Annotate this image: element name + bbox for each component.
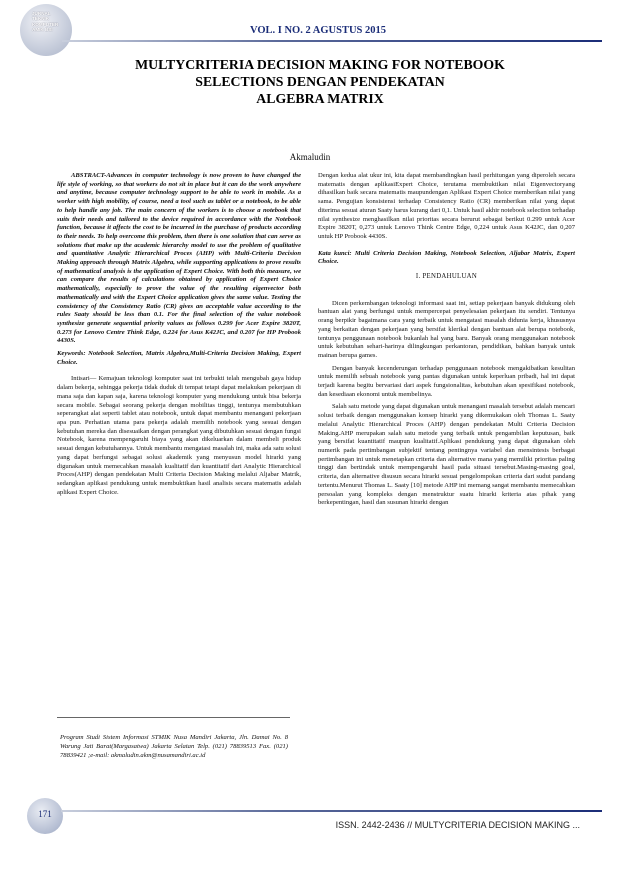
abstract: ABSTRACT-Advances in computer technology is now proven to have changed the life style of working, so that workers do not sit in place but it can do the work anywhere and anytime, because computer technology support to be able to work in mobile. As a worker with high mobility, of course, need a tool such as tablet or a notebook, to be able to help handle any job. The main concern of the workers is to choose a notebook that suits their needs and tailored to the device required in accordance with the Notebook function, because it affects the cost to be incurred in the purchase of products according to their needs. To help overcome this problem, then there is one solution that can serve as solutions that make up the academic hierarchy model to use the problem of qualitative and quantitative Analytic Hierarchical Proces (AHP) with Multi-Criteria Decision Making approach through Matrix Algebra, while supporting applications to prove results of mathematical analysis is the application of Expert Choice. With both this measure, we can compare the results of calculations obtained by application of Expert Choice mathematically, especially to prove the value of the resulting eigenvector both mathematically and with the Expert Choice application gives the same value. Testing the consistency of the Consistency Ratio (CR) gives an acceptable value according to the rules Saaty should be less than 0.1. For the final selection of the value notebook synthesize generate sequential priority values as follows 0.299 for Acer Expire 3820T, 0.273 for Lenovo Centre Think Edge, 0.224 for Asus K42JC, and 0.207 for HP Probook 4430S. (57, 172, 301, 345)
body-paragraph: Salah satu metode yang dapat digunakan untuk menangani masalah tersebut adalah mencari solusi terbaik dengan menggunakan konsep hirarki yang dikemukakan oleh Thomas L. Saaty melalui Analytic Hierarchical Proces (AHP) dengan pendekatan Multi Criteria Decision Making.AHP merupakan salah satu metode yang terbaik untuk pengambilan keputusan, baik yang bersifat kuantitatif maupun kualitatif.Aplikasi pendukung yang dapat digunakan oleh numerik pada pertimbangan subjektif tentang pentingnya variabel dan mensintesis berbagai pertimbangan ini untuk menetapkan criteria dan alternative mana yang memiliki prioritas paling tinggi dan bertindak untuk mempengaruhi hasil pada situasi tersebut.Masing-masing goal, criteria, dan alternative disusun secara hirarki sesuai pengelompokan criteria dari sudut pandang tertentu.Menurut Thomas L. Saaty [10] metode AHP ini memang sangat membantu memecahkan persoalan yang kompleks dengan menstruktur suatu hirarki kriteria atas pihak yang berkepentingan, hasil dan susunan hirarki dengan (318, 403, 575, 507)
keywords: Keywords: Notebook Selection, Matrix Algebra,Multi-Criteria Decision Making, Expert Choice. (57, 350, 301, 366)
issn-footer: ISSN. 2442-2436 // MULTYCRITERIA DECISION MAKING ... (335, 820, 580, 830)
body-paragraph: Dicen perkembangan teknologi informasi saat ini, setiap pekerjaan banyak didukung oleh bantuan alat yang berfungsi untuk mempercepat penyelesaian pekerjaan itu sendiri. Tentunya orang berpikir bagaimana cara yang terbaik untuk mengatasi masalah didunia kerja, khususnya yang berkaitan dengan pekerjaan yang bersifat klerikal dengan bantuan alat berupa notebook, tentunya penggunaan notebook bukanlah hal yang baru. Banyak orang menggunakan notebook untuk kebutuhan sehari-harinya dilingkungan perkantoran, pendidikan, bahkan banyak untuk mainan berupa games. (318, 299, 575, 359)
journal-logo-text: JURNAL TEKNIK KOMPUTER AMIK BSI (32, 11, 59, 33)
header-divider (62, 40, 602, 42)
right-intro: Dengan kedua alat ukur ini, kita dapat membandingkan hasil perhitungan yang diperoleh secara matematis dengan aplikasiExpert Choice, terutama membuktikan nilai Eigenvectoryang dihasilkan baik secara matematis maupundengan Aplikasi Expert Choice memberikan nilai yang sama. Pengujian konsistensi terhadap Consistency Ratio (CR) memberikan nilai yang dapat diterima sesuai aturan Saaty harus kurang dari 0,1. Untuk hasil akhir notebook selection terhadap nilai synthesize menghasilkan nilai prioritas secara berurut sebagai berikut 0.299 untuk Acer Expire 3820T, 0,273 untuk Lenovo Think Centre Edge, 0,224 untuk Asus K42JC, dan 0,207 untuk HP Probook 4430S. (318, 172, 575, 240)
footer-divider (61, 810, 602, 812)
intisari: Intisari— Kemajuan teknologi komputer saat ini terbukti telah mengubah gaya hidup dalam bekerja, sehingga pekerja tidak duduk di tempat tetapi dapat melakukan pekerjaan di mana saja dan kapan saja, karena teknologi komputer yang mendukung untuk bisa bekerja secara mobile. Sebagai seorang pekerja dengan mobilitas tinggi, tentunya membutuhkan seperangkat alat seperti tablet atau notebook, untuk dapat membantu menangani pekerjaan apa pun. Perhatian utama para pekerja adalah memilih notebook yang sesuai dengan kebutuhan mereka dan disesuaikan dengan perangkat yang dibutuhkan sesuai dengan fungsi Notebook, karena mempengaruhi biaya yang akan dikeluarkan dalam membeli produk sesuai dengan kebutuhannya. Untuk membantu mengatasi masalah ini, maka ada satu solusi yang dapat berfungsi sebagai solusi akademik yang menyusun model hirarki yang digunakan untuk memecahkan masalah kualitatif dan kuantitatif dari Analytic Hierarchical Proces(AHP) dengan pendekatan Multi Criteria Decision Making melalui Aljabar Matrik, sedangkan aplikasi pendukung untuk membuktikan hasil analisis secara matematis adalah aplikasi Expert Choice. (57, 375, 301, 496)
article-title: MULTYCRITERIA DECISION MAKING FOR NOTEBOOK SELECTIONS DENGAN PENDEKATAN ALGEBRA MATRIX (135, 57, 505, 106)
footnote: Program Studi Sistem Informasi STMIK Nusa Mandiri Jakarta, Jln. Damai No. 8 Warung Jati Barat(Margasatwa) Jakarta Selatan Telp. (021) 78839513 Fax. (021) 78839421 ;e-mail: akmaludin.akm@nusamandiri.ac.id (60, 734, 288, 759)
body-paragraph: Dengan banyak kecenderungan terhadap penggunaan notebook mengakibatkan kesulitan untuk memilih sebuah notebook yang pantas digunakan untuk keperluan pribadi, hal ini dapat terjadi karena begitu bervariasi dari aspek fungsionalitas, kebutuhan akan spesifikasi notebook, dan kesediaan ekonomi untuk membelinya. (318, 364, 575, 398)
page-number: 171 (38, 809, 52, 819)
volume-header: VOL. I NO. 2 AGUSTUS 2015 (249, 25, 386, 36)
section-heading: I. PENDAHULUAN (415, 273, 478, 281)
left-column (57, 172, 301, 501)
author-name: Akmaludin (289, 152, 331, 162)
right-column (318, 172, 575, 512)
footnote-divider (57, 717, 290, 718)
kata-kunci: Kata kunci: Multi Criteria Decision Making, Notebook Selection, Aljabar Matrix, Expert Choice. (318, 249, 575, 266)
